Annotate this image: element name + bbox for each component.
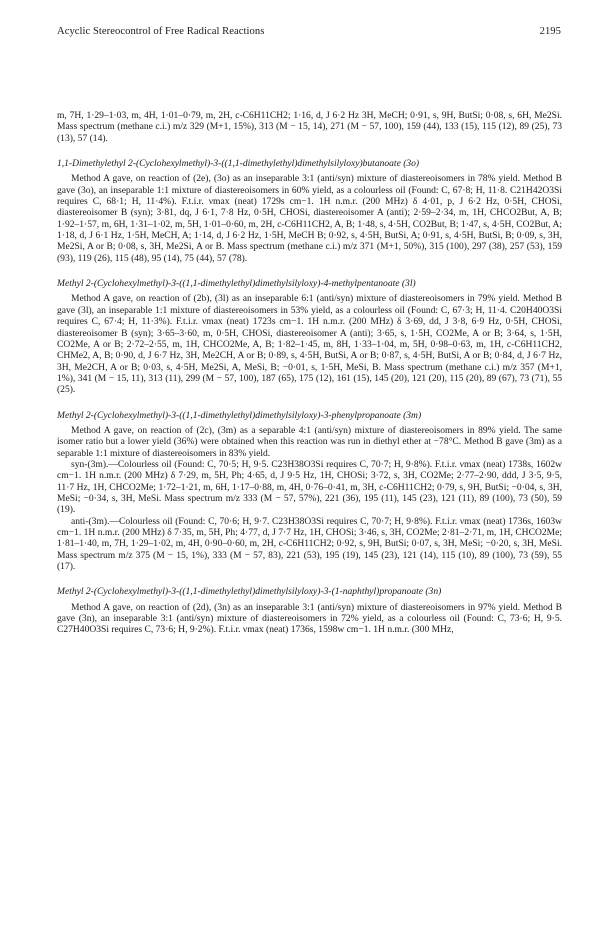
paragraph-syn-3m: syn-(3m).—Colourless oil (Found: C, 70·5; H, 9·5. C23H38O3Si requires C, 70·7; H, 9·8%). F.t.i.r. νmax (neat) 1738s, 1602w cm−1. 1H n.m.r. (200 MHz) δ 7·29, m, 5H, Ph; 4·65, d, J 9·5 Hz, 1H, CHOSi; 3·72, s, 3H, CO2Me; 2·77–2·90, ddd, J 3·5, 9·5, 11·7 Hz, 1H, CHCO2Me; 1·72–1·21, m, 6H, 1·17–0·88, m, 4H, 0·76–0·41, m, 3H, c-C6H11CH2; 0·79, s, 9H, ButSi; −0·04, s, 3H, MeSi; −0·34, s, 3H, MeSi. Mass spectrum m/z 333 (M − 57, 57%), 221 (36), 195 (11), 145 (23), 121 (11), 89 (100), 73 (50), 59 (19). — [57, 458, 562, 516]
paragraph-3l: Method A gave, on reaction of (2b), (3l) as an inseparable 6:1 (anti/syn) mixture of diastereoisomers in 79% yield. Method B gave (3l), an inseparable 1:1 mixture of diastereoisomers in 53% yield, as a colourless oil (Found: C, 67·3; H, 11·4. C20H40O3Si requires C, 67·4; H, 11·3%). F.t.i.r. νmax (neat) 1723s cm−1. 1H n.m.r. (200 MHz) δ 3·69, dd, J 3·8, 6·9 Hz, 0·5H, CHOSi, diastereoisomer B (syn); 3·65–3·60, m, 0·5H, CHOSi, diastereoisomer A (anti); 3·65, s, 1·5H, CO2Me, A or B; 3·64, s, 1·5H, CO2Me, A or B; 2·72–2·55, m, 1H, CHCO2Me, A, B; 1·82–1·45, m, 8H, 1·33–1·04, m, 5H, 0·98–0·63, m, 1H, c-C6H11CH2, CHMe2, A, B; 0·90, d, J 6·7 Hz, 3H, Me2CH, A or B; 0·89, s, 4·5H, ButSi, A or B; 0·87, s, 4·5H, ButSi, A or B; 0·84, d, J 6·7 Hz, 3H, Me2CH, A or B; 0·03, s, 4·5H, Me2Si, A, MeSi, B; −0·01, s, 1·5H, MeSi, B. Mass spectrum (methane c.i.) m/z 357 (M+1, 1%), 341 (M − 15, 11), 313 (11), 299 (M − 57, 100), 187 (65), 175 (12), 161 (15), 145 (20), 121 (20), 115 (20), 89 (67), 73 (71), 55 (25). — [57, 293, 562, 396]
article-body — [57, 110, 562, 636]
running-head-title: Acyclic Stereocontrol of Free Radical Reactions — [57, 26, 265, 37]
compound-heading-3o: 1,1-Dimethylethyl 2-(Cyclohexylmethyl)-3-((1,1-dimethylethyl)dimethylsilyloxy)butanoate (3o) — [57, 158, 420, 170]
compound-heading-3m: Methyl 2-(Cyclohexylmethyl)-3-((1,1-dimethylethyl)dimethylsilyloxy)-3-phenylpropanoate (3m) — [57, 409, 422, 421]
running-head — [57, 26, 561, 37]
page-number: 2195 — [539, 26, 561, 37]
paragraph-anti-3m: anti-(3m).—Colourless oil (Found: C, 70·6; H, 9·7. C23H38O3Si requires C, 70·7; H, 9·8%). F.t.i.r. νmax (neat) 1736s, 1603w cm−1. 1H n.m.r. (200 MHz) δ 7·35, m, 5H, Ph; 4·77, d, J 7·7 Hz, 1H, CHOSi; 3·46, s, 3H, CO2Me; 2·81–2·71, m, 1H, CHCO2Me; 1·81–1·40, m, 7H, 1·29–1·02, m, 4H, 0·90–0·60, m, 2H, c-C6H11CH2; 0·92, s, 9H, ButSi; 0·07, s, 3H, MeSi; −0·20, s, 3H, MeSi. Mass spectrum m/z 375 (M − 15, 1%), 333 (M − 57, 83), 221 (53), 195 (19), 145 (23), 121 (14), 115 (10), 89 (100), 73 (59), 55 (17). — [57, 515, 562, 573]
paragraph-continued: m, 7H, 1·29–1·03, m, 4H, 1·01–0·79, m, 2H, c-C6H11CH2; 1·16, d, J 6·2 Hz 3H, MeCH; 0·91, s, 9H, ButSi; 0·08, s, 6H, Me2Si. Mass spectrum (methane c.i.) m/z 329 (M+1, 15%), 313 (M − 15, 14), 271 (M − 57, 100), 159 (44), 133 (15), 115 (12), 89 (25), 73 (13), 57 (14). — [57, 110, 562, 144]
paragraph-3o: Method A gave, on reaction of (2e), (3o) as an inseparable 3:1 (anti/syn) mixture of diastereoisomers in 78% yield. Method B gave (3o), an inseparable 1:1 mixture of diastereoisomers in 60% yield, as a colourless oil (Found: C, 67·8; H, 11·8. C21H42O3Si requires C, 68·1; H, 11·4%). F.t.i.r. νmax (neat) 1729s cm−1. 1H n.m.r. (200 MHz) δ 4·01, p, J 6·2 Hz, 0·5H, CHOSi, diastereoisomer B (syn); 3·81, dq, J 6·1, 7·8 Hz, 0·5H, CHOSi, diastereoisomer A (anti); 2·59–2·34, m, 1H, CHCO2But, A, B; 1·92–1·57, m, 6H, 1·31–1·02, m, 5H, 1·01–0·60, m, 2H, c-C6H11CH2, A, B; 1·48, s, 4·5H, CO2But, B; 1·47, s, 4·5H, CO2But, A; 1·18, d, J 6·1 Hz, 1·5H, MeCH, A; 1·14, d, J 6·2 Hz, 1·5H, MeCH B; 0·92, s, 4·5H, ButSi, A; 0·91, s, 4·5H, ButSi, B; 0·09, s, 3H, Me2Si, A or B; 0·08, s, 3H, Me2Si, A or B. Mass spectrum (methane c.i.) m/z 371 (M+1, 50%), 315 (100), 297 (38), 257 (53), 159 (93), 119 (26), 115 (48), 95 (14), 75 (44), 57 (78). — [57, 173, 562, 264]
paragraph-3m-intro: Method A gave, on reaction of (2c), (3m) as a separable 4:1 (anti/syn) mixture of diastereoisomers in 89% yield. The same isomer ratio but a lower yield (36%) were obtained when this reaction was run in diethyl ether at −78°C. Method B gave (3m) as a separable 1:1 mixture of diastereoisomers in 83% yield. — [57, 424, 562, 459]
compound-heading-3n: Methyl 2-(Cyclohexylmethyl)-3-((1,1-dimethylethyl)dimethylsilyloxy)-3-(1-naphthyl)propanoate (3n) — [57, 586, 442, 598]
compound-heading-3l: Methyl 2-(Cyclohexylmethyl)-3-((1,1-dimethylethyl)dimethylsilyloxy)-4-methylpentanoate (3l) — [57, 278, 416, 290]
paragraph-3n: Method A gave, on reaction of (2d), (3n) as an inseparable 3:1 (anti/syn) mixture of diastereoisomers in 97% yield. Method B gave (3n), an inseparable 3:1 (anti/syn) mixture of diastereoisomers in 72% yield, as a colourless oil (Found: C, 73·6; H, 9·5. C27H40O3Si requires C, 73·6; H, 9·2%). F.t.i.r. νmax (neat) 1736s, 1598w cm−1. 1H n.m.r. (300 MHz, — [57, 601, 562, 636]
